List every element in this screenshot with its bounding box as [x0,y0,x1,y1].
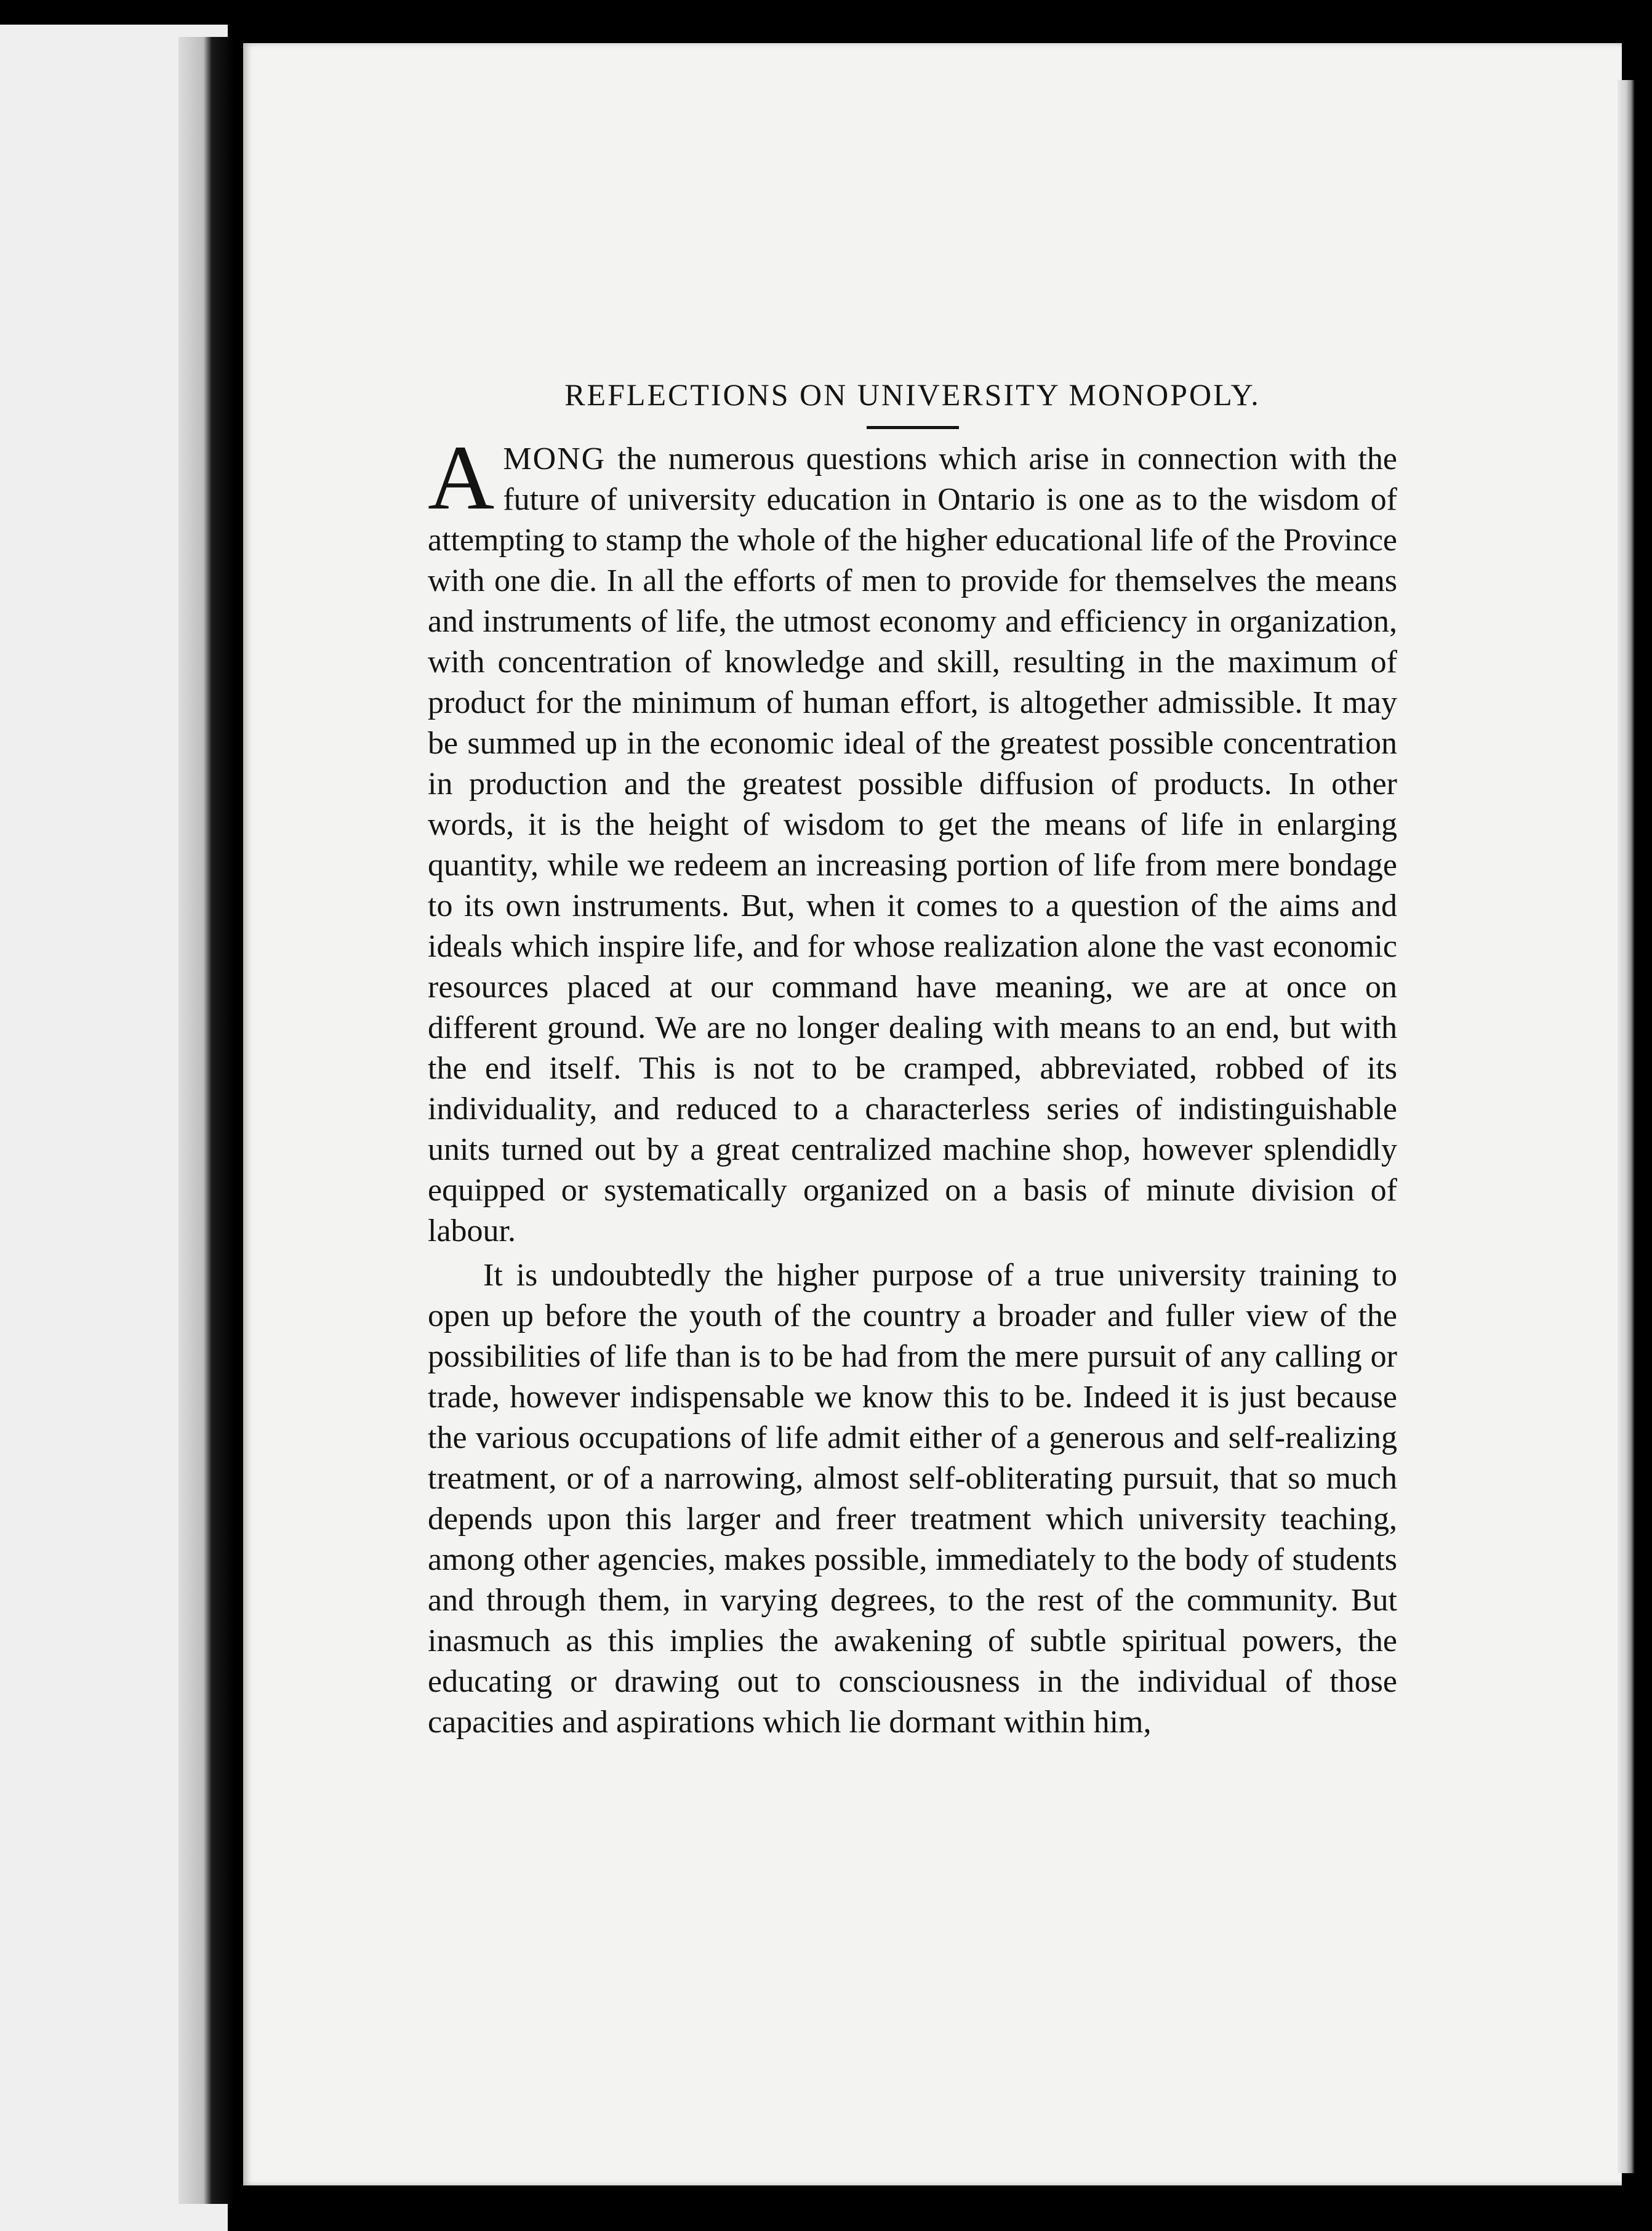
paragraph-1 [428,427,1397,1252]
drop-cap: A [428,427,495,529]
paragraph-1-lead: MONG [503,441,606,476]
page-edge [1618,80,1635,2173]
page-text [428,374,1397,1743]
paragraph-2: It is undoubtedly the higher purpose of a true university training to open up before the youth of the country a broader and fuller view of the possibilities of life than is to be had from the mere pursuit of any calling or trade, however indispensable we know this to be. Indeed it is just because the various occupations of life admit either of a generous and self-realizing treatment, or of a narrowing, almost self-obliterating pursuit, that so much depends upon this larger and freer treatment which university teaching, among other agencies, makes possible, immediately to the body of students and through them, in varying degrees, to the rest of the community. But inasmuch as this implies the awakening of subtle spiritual powers, the educating or drawing out to consciousness in the individual of those capacities and aspirations which lie dormant within him, [428,1258,1397,1740]
page-title: REFLECTIONS ON UNIVERSITY MONOPOLY. [564,377,1261,412]
title-rule [867,426,959,429]
paragraph-1-text: the numerous questions which arise in connection with the future of university education in Ontario is one as to the wisdom of attempting to stamp the whole of the higher educational life of the Province with one die. In all the efforts of men to provide for themselves the means and instruments of life, the utmost economy and efficiency in organization, with concentration of knowledge and skill, resulting in the maximum of product for the minimum of human effort, is altogether admissible. It may be summed up in the economic ideal of the greatest possible concentration in production and the greatest possible diffusion of products. In other words, it is the height of wisdom to get the means of life in enlarging quantity, while we redeem an increasing portion of life from mere bondage to its own instruments. But, when it comes to a question of the aims and ideals which inspire life, and for whose realization alone the vast economic resources placed at our command have meaning, we are at once on different ground. We are no longer dealing with means to an end, but with the end itself. This is not to be cramped, abbreviated, robbed of its individuality, and reduced to a characterless series of indistinguishable units turned out by a great centralized machine shop, however splendidly equipped or systematically organized on a basis of minute division of labour. [428,441,1397,1248]
book-gutter [178,37,234,2204]
